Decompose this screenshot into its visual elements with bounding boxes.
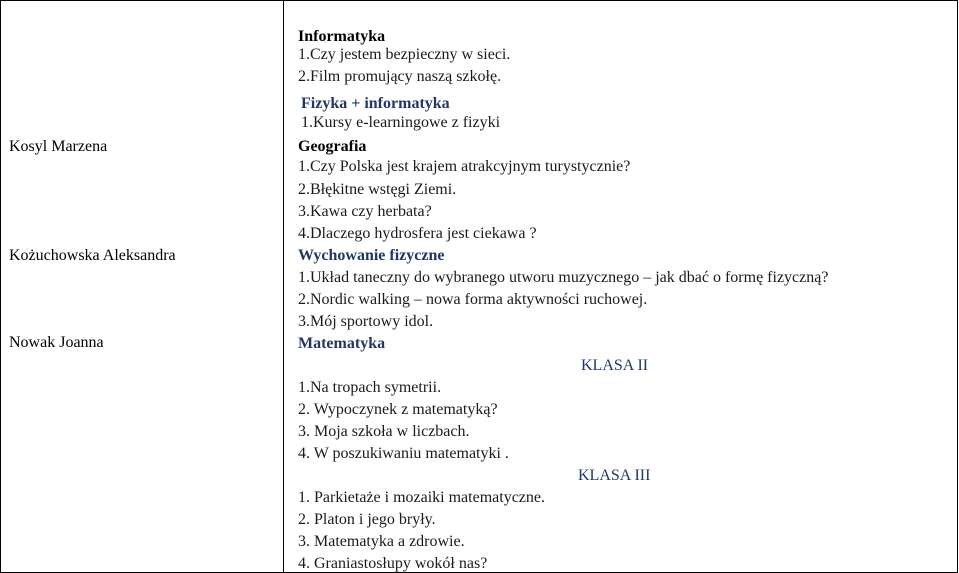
topic-item: 2.Film promujący naszą szkołę.: [298, 68, 502, 85]
topic-item: 4. Graniastosłupy wokół nas?: [298, 555, 488, 572]
topic-item: 1. Parkietaże i mozaiki matematyczne.: [298, 489, 545, 506]
topics-column: [284, 1, 958, 573]
topic-item: 1.Czy Polska jest krajem atrakcyjnym turystycznie?: [298, 158, 631, 175]
teacher-name-kosyl: Kosyl Marzena: [9, 138, 108, 155]
topic-item: 3.Kawa czy herbata?: [298, 203, 432, 220]
subject-title-wychowanie-fizyczne: Wychowanie fizyczne: [298, 247, 445, 264]
topic-item: 2.Błękitne wstęgi Ziemi.: [298, 181, 457, 198]
topic-item: 3.Mój sportowy idol.: [298, 313, 434, 330]
subject-title-geografia: Geografia: [298, 138, 367, 155]
teacher-column: [1, 1, 284, 573]
topic-item: 3. Moja szkoła w liczbach.: [298, 423, 470, 440]
subject-title-fizyka-informatyka: Fizyka + informatyka: [301, 95, 450, 112]
topic-item: 4.Dlaczego hydrosfera jest ciekawa ?: [298, 225, 537, 242]
table-row: [1, 1, 958, 573]
topic-item: 4. W poszukiwaniu matematyki .: [298, 445, 509, 462]
topic-item: 2. Wypoczynek z matematyką?: [298, 401, 498, 418]
topic-item: 3. Matematyka a zdrowie.: [298, 533, 465, 550]
topic-item: 1.Układ taneczny do wybranego utworu muzycznego – jak dbać o formę fizyczną?: [298, 269, 829, 286]
topic-item: 2.Nordic walking – nowa forma aktywności ruchowej.: [298, 291, 648, 308]
subject-title-informatyka: Informatyka: [298, 28, 386, 45]
topic-item: 1.Czy jestem bezpieczny w sieci.: [298, 46, 511, 63]
class-heading-klasa-ii: KLASA II: [581, 357, 649, 374]
teacher-name-kozuchowska: Kożuchowska Aleksandra: [9, 247, 176, 264]
topic-item: 2. Platon i jego bryły.: [298, 511, 436, 528]
topic-item: 1.Na tropach symetrii.: [298, 379, 442, 396]
teacher-name-nowak: Nowak Joanna: [9, 334, 104, 351]
topic-item: 1.Kursy e-learningowe z fizyki: [301, 114, 501, 131]
subject-title-matematyka: Matematyka: [298, 335, 386, 352]
class-heading-klasa-iii: KLASA III: [578, 467, 651, 484]
